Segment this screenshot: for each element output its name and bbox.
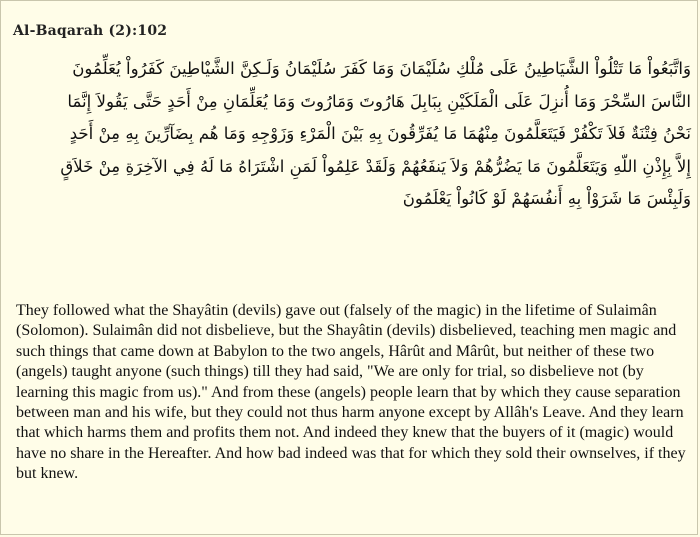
translation-text: They followed what the Shayâtin (devils) gave out (falsely of the magic) in the lifetime of Sulaimân (Solomon). Sulaimân did not disbelieve, but the Shayâtin (devils) disbelieved, teaching men magic and such things that came down at Babylon to the two angels, Hârût and Mârût, but neither of these two (angels) taught anyone (such things) till they had said, "We are only for trial, so disbelieve not (by learning this magic from us)." And from these (angels) people learn that by which they cause separation between man and his wife, but they could not thus harm anyone except by Allâh's Leave. And they learn that which harms them and profits them not. And indeed they knew that the buyers of it (magic) would have no share in the Hereafter. And how bad indeed was that for which they sold their ownselves, if they but knew. [16,302,686,483]
arabic-verse-text: وَاتَّبَعُواْ مَا تَتْلُواْ الشَّيَاطِينُ عَلَى مُلْكِ سُلَيْمَانَ وَمَا كَفَرَ سُلَيْمَانُ وَلَـكِنَّ الشَّيْاطِينَ كَفَرُواْ يُعَلِّمُونَ النَّاسَ السِّحْرَ وَمَا أُنزِلَ عَلَى الْمَلَكَيْنِ بِبَابِلَ هَارُوتَ وَمَارُوتَ وَمَا يُعَلِّمَانِ مِنْ أَحَدٍ حَتَّى يَقُولاَ إِنَّمَا نَحْنُ فِتْنَةٌ فَلاَ تَكْفُرْ فَيَتَعَلَّمُونَ مِنْهُمَا مَا يُفَرِّقُونَ بِهِ بَيْنَ الْمَرْءِ وَزَوْجِهِ وَمَا هُم بِضَآرِّينَ بِهِ مِنْ أَحَدٍ إِلاَّ بِإِذْنِ اللّهِ وَيَتَعَلَّمُونَ مَا يَضُرُّهُمْ وَلاَ يَنفَعُهُمْ وَلَقَدْ عَلِمُواْ لَمَنِ اشْتَرَاهُ مَا لَهُ فِي الآخِرَةِ مِنْ خَلاَقٍ وَلَبِئْسَ مَا شَرَوْاْ بِهِ أَنفُسَهُمْ لَوْ كَانُواْ يَعْلَمُونَ [60,59,691,208]
verse-reference: Al-Baqarah (2):102 [13,23,168,39]
